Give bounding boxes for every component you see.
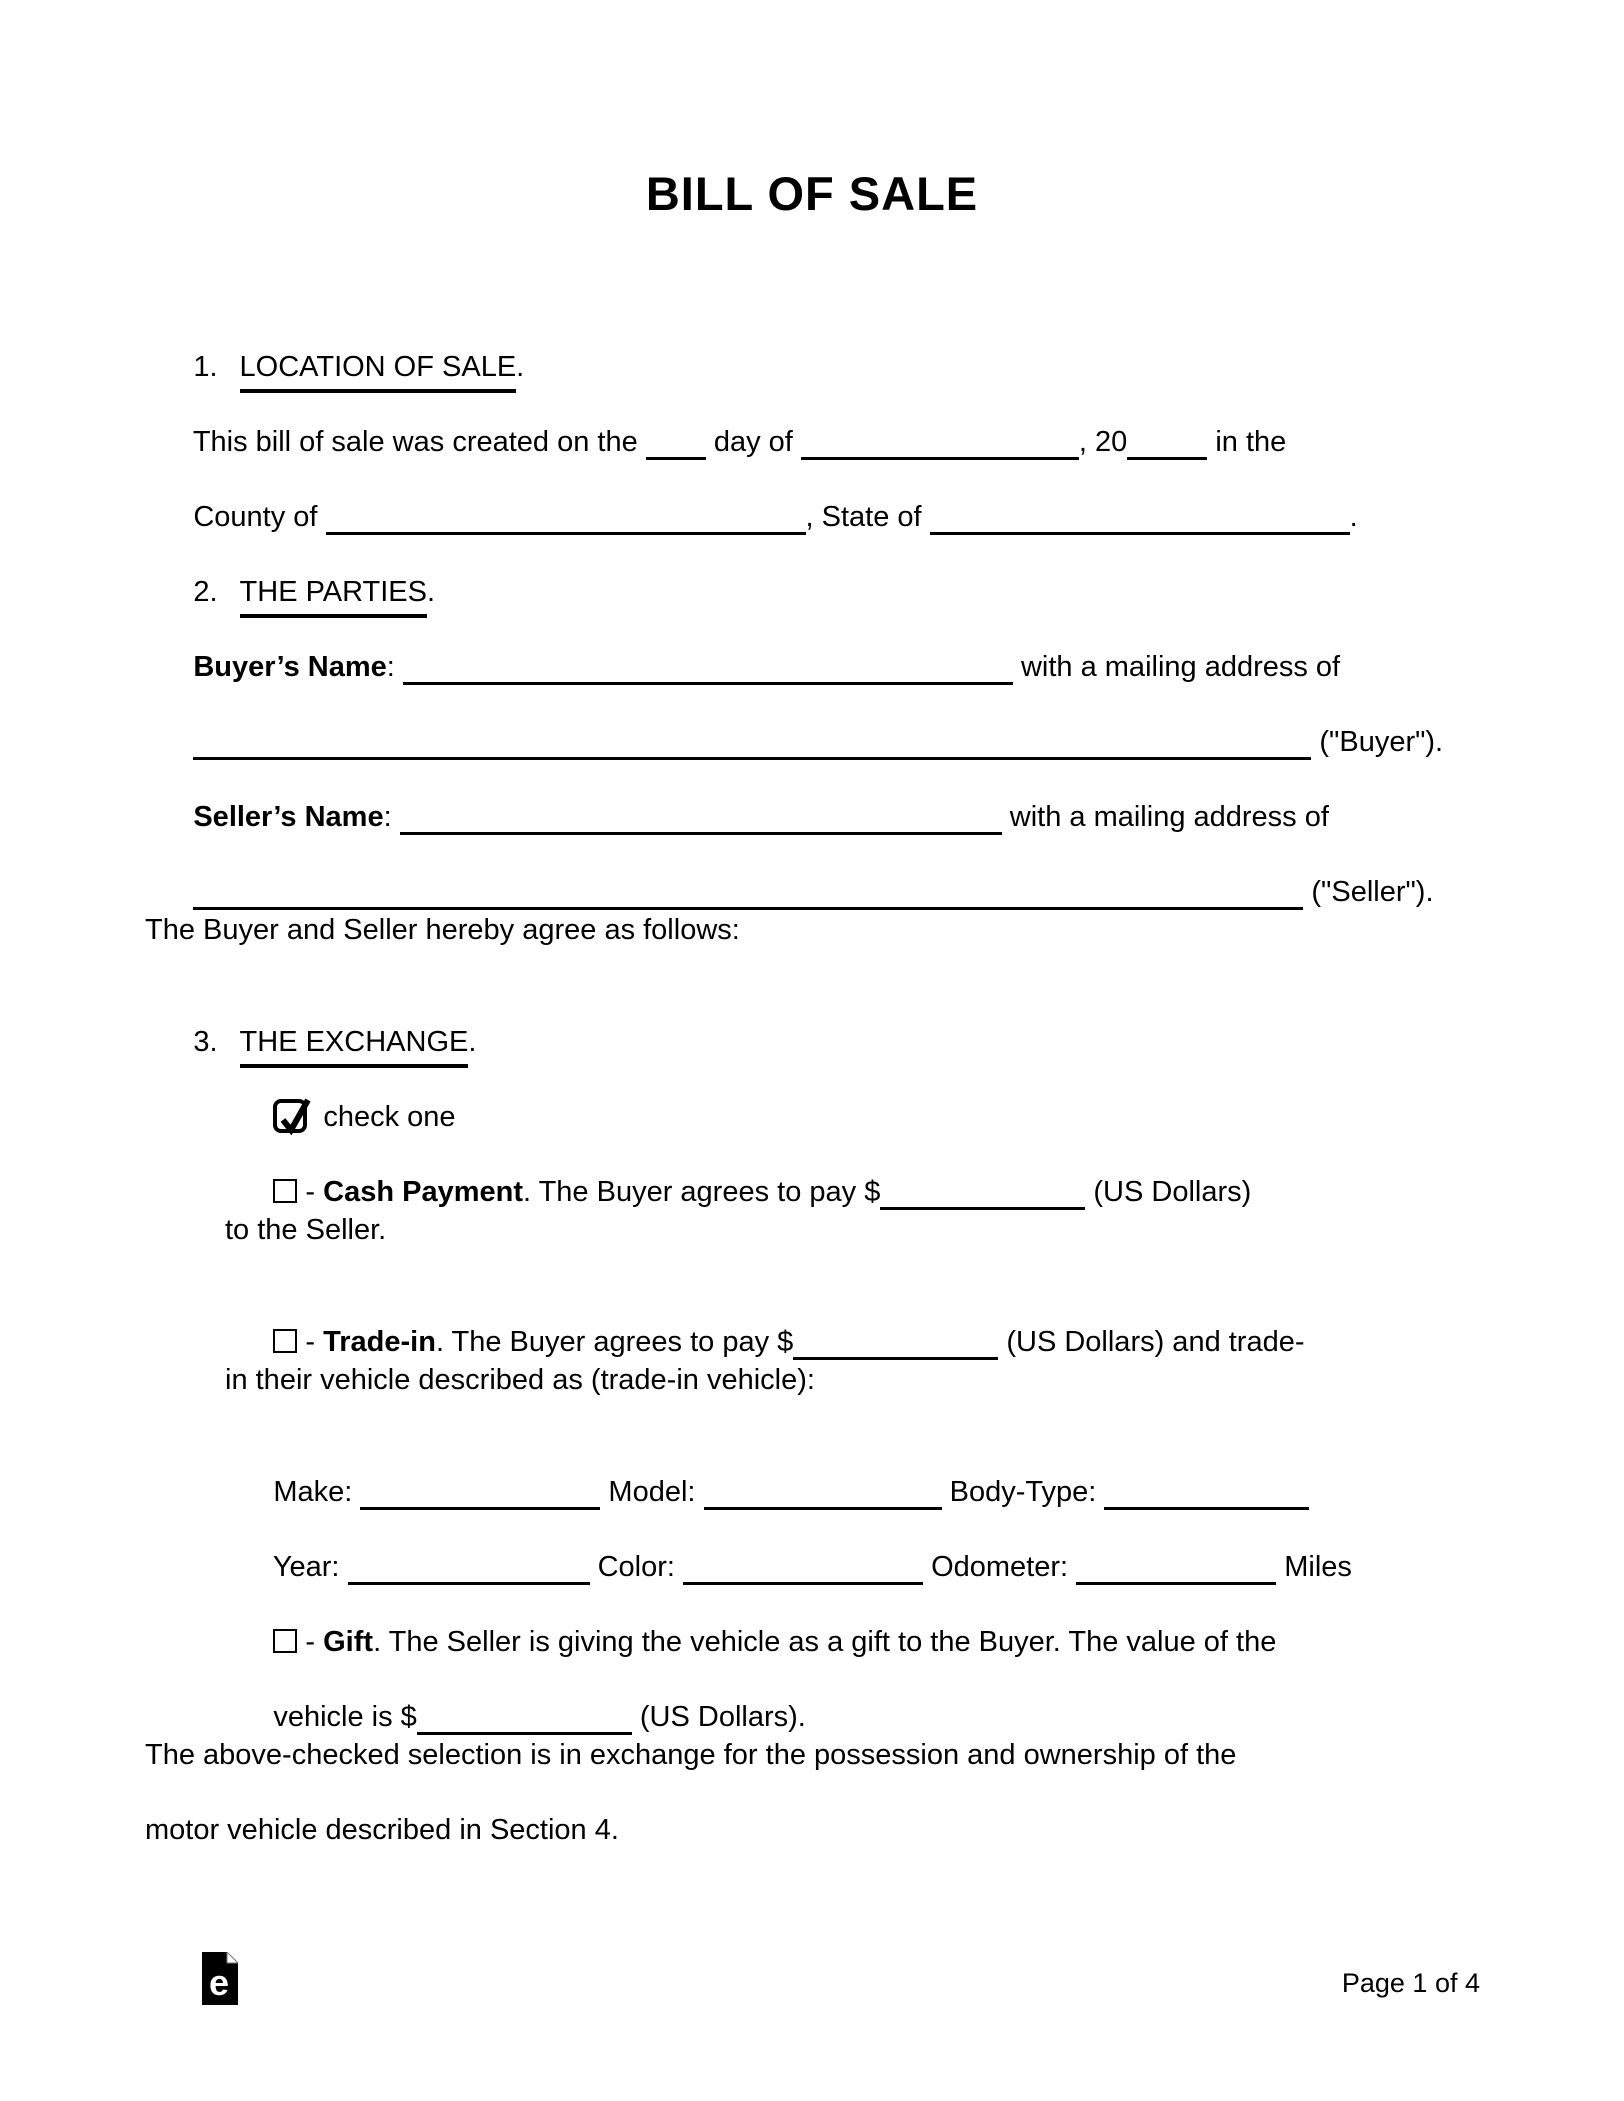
section2-number: 2. <box>193 576 218 608</box>
section1-number: 1. <box>193 351 218 383</box>
gift-line2 <box>145 1662 1490 1737</box>
vehicle-year-blank[interactable] <box>348 1549 590 1585</box>
section2-heading-period: . <box>427 576 436 608</box>
closing-line1: The above-checked selection is in exchange for the possession and ownership of the <box>145 1739 1237 1771</box>
logo-letter: e <box>208 1962 230 2003</box>
year-blank[interactable] <box>1127 424 1207 460</box>
trade-in-checkbox[interactable] <box>273 1329 297 1353</box>
section3-heading-text: THE EXCHANGE <box>240 1024 469 1068</box>
vehicle-fields-row2 <box>145 1512 1490 1587</box>
gift-label: Gift <box>323 1626 374 1658</box>
text-segment: . The Buyer agrees to pay $ <box>522 1176 881 1208</box>
miles-label: Miles <box>1276 1551 1352 1583</box>
text-segment: ("Buyer"). <box>1311 726 1444 758</box>
odometer-blank[interactable] <box>1076 1549 1276 1585</box>
text-segment: - <box>297 1626 324 1658</box>
gift-line <box>145 1587 1490 1662</box>
day-blank[interactable] <box>646 424 706 460</box>
body-type-blank[interactable] <box>1104 1474 1309 1510</box>
text-segment: , State of <box>805 501 930 533</box>
section2-heading-text: THE PARTIES <box>240 574 427 618</box>
section3-heading <box>145 987 1490 1062</box>
make-blank[interactable] <box>360 1474 600 1510</box>
text-segment: : <box>386 651 403 683</box>
gift-checkbox[interactable] <box>273 1629 297 1653</box>
text-segment: day of <box>705 426 801 458</box>
sale-date-line <box>145 387 1490 462</box>
text-segment: . The Seller is giving the vehicle as a gift to the Buyer. The value of the <box>373 1626 1277 1658</box>
buyer-address-blank[interactable] <box>193 724 1311 760</box>
cash-payment-label: Cash Payment <box>323 1176 523 1208</box>
text-segment: with a mailing address of <box>1012 651 1341 683</box>
cash-amount-blank[interactable] <box>880 1174 1085 1210</box>
text-segment: County of <box>193 501 326 533</box>
text-segment: (US Dollars) and trade- <box>998 1326 1305 1358</box>
section2-heading <box>145 537 1490 612</box>
check-one-label: check one <box>323 1101 456 1133</box>
text-segment: (US Dollars). <box>631 1701 806 1733</box>
buyer-name-line <box>145 612 1490 687</box>
document-title: BILL OF SALE <box>645 167 979 220</box>
county-blank[interactable] <box>326 499 806 535</box>
text-segment: . The Buyer agrees to pay $ <box>435 1326 794 1358</box>
eforms-document-icon <box>202 1952 238 2005</box>
vehicle-year-label: Year: <box>272 1551 348 1583</box>
text-segment: (US Dollars) <box>1085 1176 1252 1208</box>
vehicle-fields-row1 <box>145 1437 1490 1512</box>
text-segment: in the <box>1207 426 1287 458</box>
buyer-name-blank[interactable] <box>403 649 1013 685</box>
section1-heading-text: LOCATION OF SALE <box>240 349 517 393</box>
color-label: Color: <box>589 1551 684 1583</box>
model-blank[interactable] <box>704 1474 942 1510</box>
trade-amount-blank[interactable] <box>793 1324 998 1360</box>
text-segment: This bill of sale was created on the <box>192 426 646 458</box>
text-segment: with a mailing address of <box>1001 801 1329 833</box>
text-segment: - <box>297 1326 324 1358</box>
month-blank[interactable] <box>801 424 1079 460</box>
cash-payment-line2: to the Seller. <box>225 1214 387 1246</box>
state-blank[interactable] <box>930 499 1350 535</box>
text-segment: : <box>383 801 400 833</box>
section1-heading <box>145 312 1490 387</box>
color-blank[interactable] <box>683 1549 923 1585</box>
trade-in-line2: in their vehicle described as (trade-in vehicle): <box>225 1364 815 1396</box>
section1-heading-period: . <box>516 351 525 383</box>
document-body <box>145 312 1490 1887</box>
trade-in-label: Trade-in <box>323 1326 436 1358</box>
gift-value-blank[interactable] <box>417 1699 632 1735</box>
model-label: Model: <box>600 1476 704 1508</box>
odometer-label: Odometer: <box>923 1551 1077 1583</box>
cash-payment-checkbox[interactable] <box>273 1179 297 1203</box>
text-segment: - <box>297 1176 324 1208</box>
body-type-label: Body-Type: <box>941 1476 1105 1508</box>
check-one-line <box>145 1062 1490 1137</box>
section3-number: 3. <box>193 1026 218 1058</box>
seller-address-blank[interactable] <box>193 874 1303 910</box>
make-label: Make: <box>273 1476 361 1508</box>
buyer-name-label: Buyer’s Name <box>193 651 387 683</box>
checked-checkbox-icon[interactable] <box>273 1099 307 1133</box>
seller-name-label: Seller’s Name <box>193 801 384 833</box>
buyer-address-line <box>145 687 1490 762</box>
text-segment: , 20 <box>1078 426 1128 458</box>
text-segment: vehicle is $ <box>273 1701 417 1733</box>
seller-name-blank[interactable] <box>400 799 1002 835</box>
trade-in-line <box>145 1287 1490 1362</box>
agreement-intro-line: The Buyer and Seller hereby agree as follows: <box>145 914 740 946</box>
seller-address-line <box>145 837 1490 912</box>
cash-payment-line <box>145 1137 1490 1212</box>
closing-line2: motor vehicle described in Section 4. <box>145 1814 619 1846</box>
text-segment: . <box>1349 501 1358 533</box>
page-number-label: Page 1 of 4 <box>1341 1968 1480 1998</box>
text-segment: ("Seller"). <box>1303 876 1434 908</box>
sale-location-line <box>145 462 1490 537</box>
section3-heading-period: . <box>468 1026 477 1058</box>
seller-name-line <box>145 762 1490 837</box>
